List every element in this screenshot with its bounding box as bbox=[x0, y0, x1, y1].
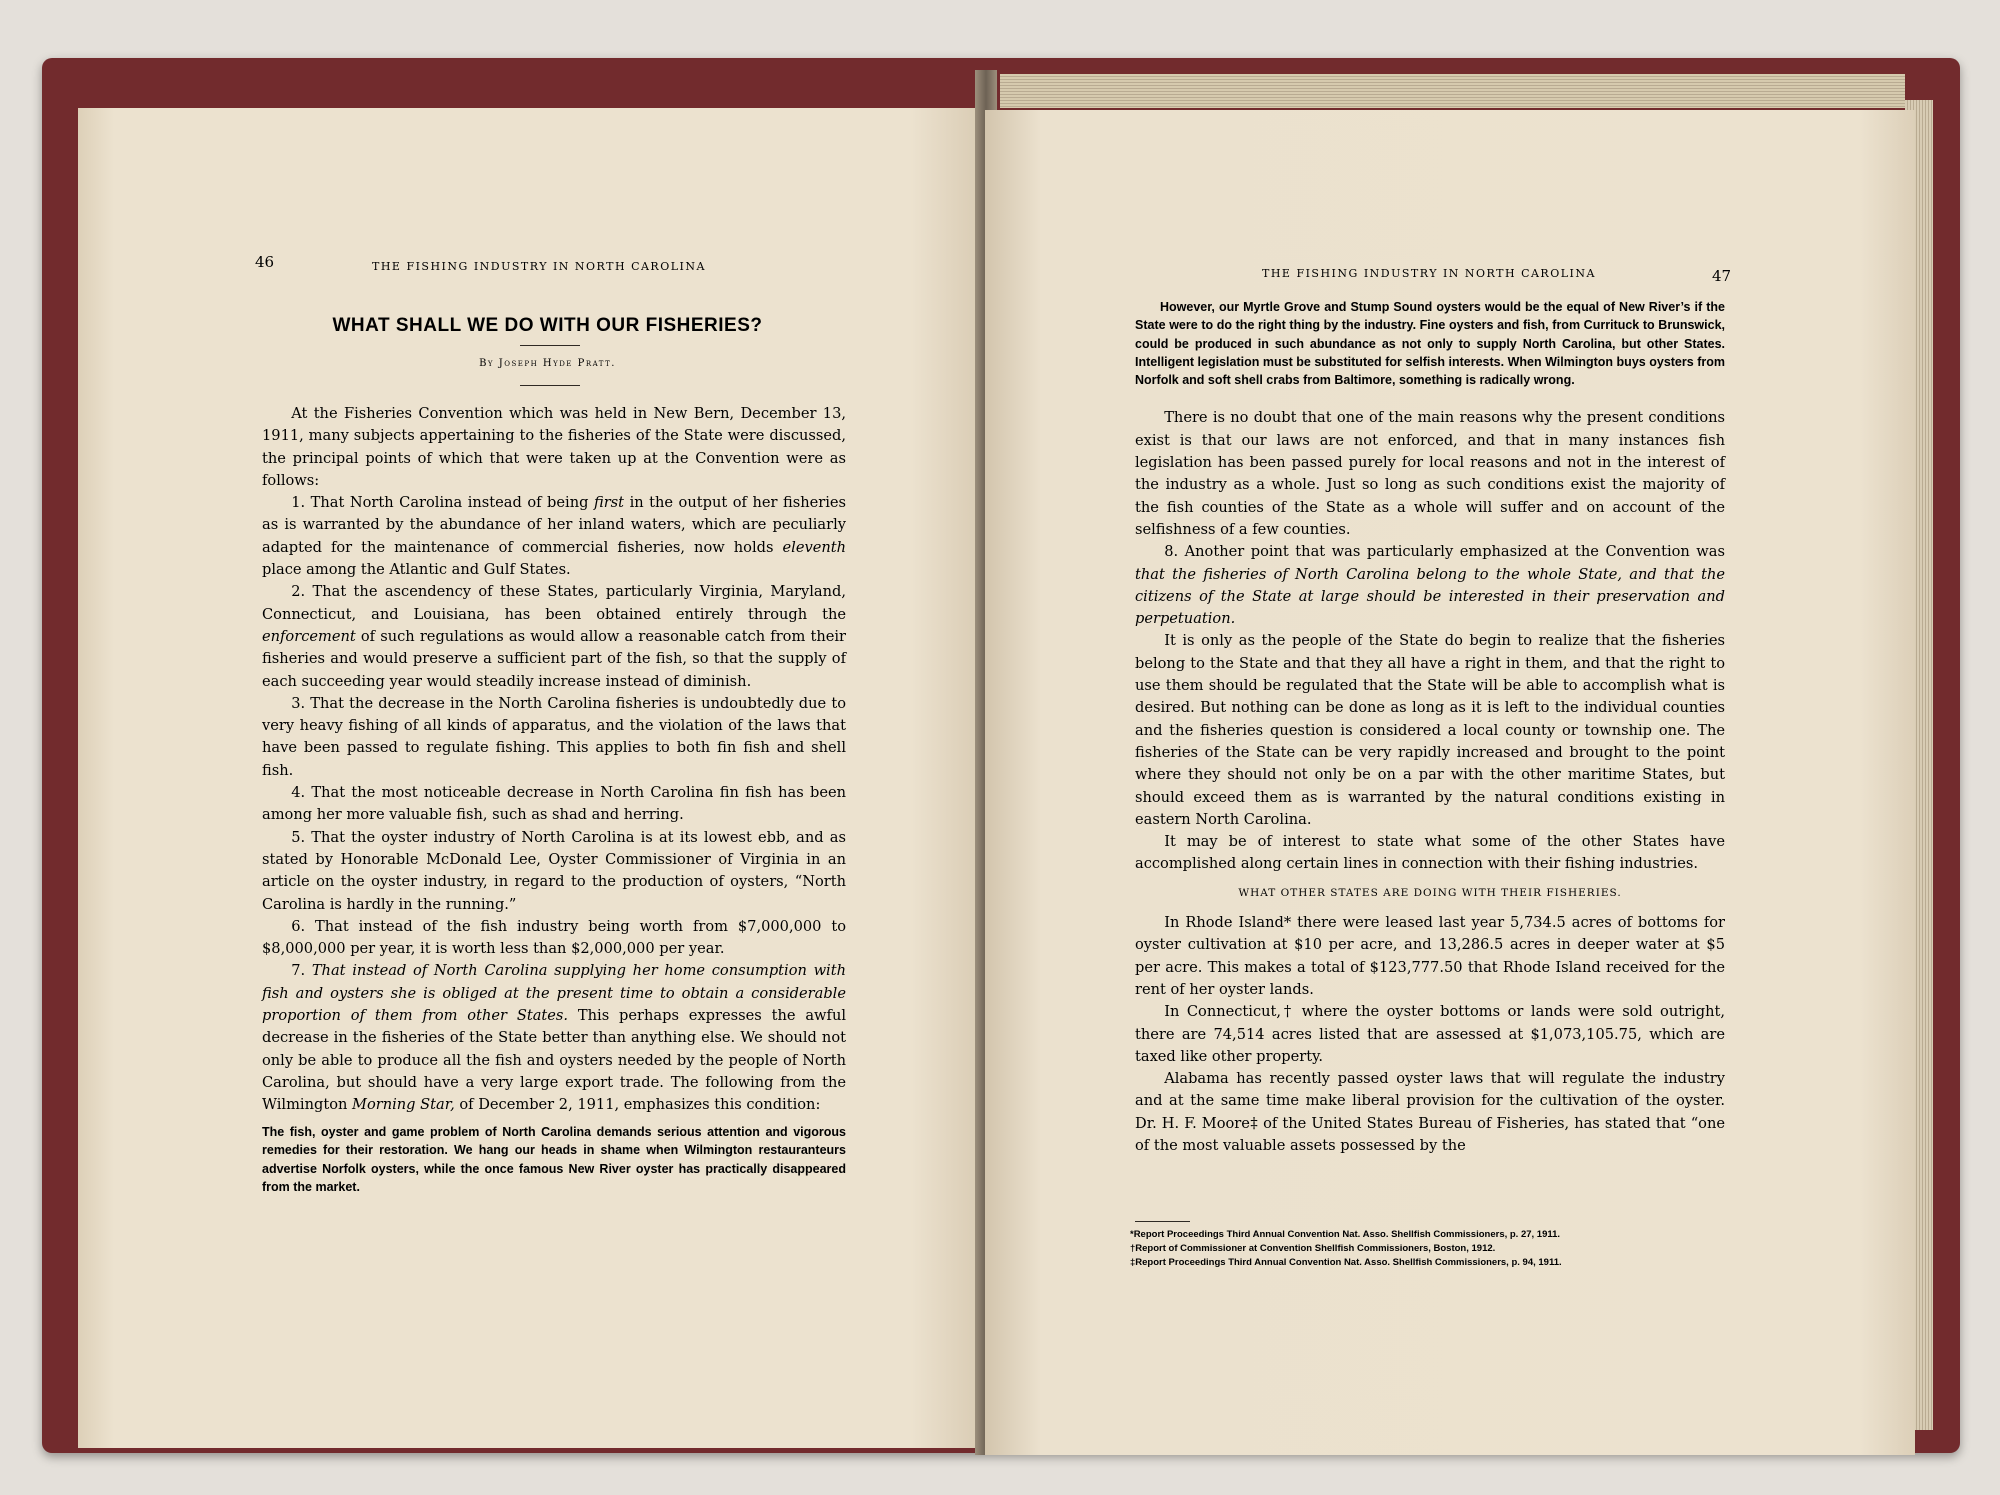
footnote-2: †Report of Commissioner at Convention Shellfish Commissioners, Boston, 1912. bbox=[1130, 1243, 1496, 1254]
paragraph-laws-not-enforced: There is no doubt that one of the main reasons why the present conditions exist is that our laws are not enforced, and that in many instances fish legislation has been passed purely for local reasons and not in the interest of the industry as a whole. Just so long as such conditions exist the majority of the fish counties of the State as a whole will suffer and on account of the selfishness of a few counties. bbox=[1135, 409, 1725, 538]
point-7 bbox=[262, 960, 846, 1116]
point-7-text-a: 7. bbox=[291, 962, 312, 980]
point-7-newspaper-name: Morning Star, bbox=[352, 1096, 455, 1114]
right-running-head: THE FISHING INDUSTRY IN NORTH CAROLINA bbox=[1262, 267, 1596, 280]
right-page-number: 47 bbox=[1712, 267, 1732, 285]
point-1-text-b: in the output of her fisheries as is warranted by the abundance of her inland waters, which are peculiarly adapted for the maintenance of commercial fisheries, now holds bbox=[262, 494, 846, 556]
paragraph-rhode-island: In Rhode Island* there were leased last year 5,734.5 acres of bottoms for oyster cultivation at $10 per acre, and 13,286.5 acres in deeper water at $5 per acre. This makes a total of $123,777.50 that Rhode Island received for the rent of her oyster lands. bbox=[1135, 914, 1725, 998]
newspaper-quote: The fish, oyster and game problem of North Carolina demands serious attention and vigorous remedies for their restoration. We hang our heads in shame when Wilmington restauranteurs advertise Norfolk oysters, while the once famous New River oyster has practically disappeared from the market. bbox=[262, 1124, 846, 1194]
left-running-head: THE FISHING INDUSTRY IN NORTH CAROLINA bbox=[372, 260, 706, 273]
section-heading: WHAT OTHER STATES ARE DOING WITH THEIR FISHERIES. bbox=[1238, 886, 1622, 899]
article-title: WHAT SHALL WE DO WITH OUR FISHERIES? bbox=[332, 315, 763, 336]
point-2-text-b: of such regulations as would allow a reasonable catch from their fisheries and would preserve a sufficient part of the fish, so that the supply of each succeeding year would steadily increase instead of diminish. bbox=[262, 627, 846, 690]
footnote-1: *Report Proceedings Third Annual Convention Nat. Asso. Shellfish Commissioners, p. 27, 1911. bbox=[1130, 1229, 1561, 1240]
footnote-3: ‡Report Proceedings Third Annual Convention Nat. Asso. Shellfish Commissioners, p. 94, 1911. bbox=[1130, 1257, 1562, 1268]
point-1 bbox=[262, 492, 846, 581]
paragraph-connecticut: In Connecticut,† where the oyster bottoms or lands were sold outright, there are 74,514 acres listed that are assessed at $1,073,105.75, which are taxed like other property. bbox=[1135, 1003, 1725, 1065]
footnote-rule bbox=[1135, 1221, 1190, 1222]
newspaper-quote-continued: However, our Myrtle Grove and Stump Sound oysters would be the equal of New River’s if the State were to do the right thing by the industry. Fine oysters and fish, from Currituck to Brunswick, could be produced in such abundance as not only to supply North Carolina, but other States. Intelligent legislation must be substituted for selfish interests. When Wilmington buys oysters from Norfolk and soft shell crabs from Baltimore, something is radically wrong. bbox=[1135, 300, 1725, 388]
paragraph-gap bbox=[1135, 389, 1725, 407]
paragraph-alabama: Alabama has recently passed oyster laws that will regulate the industry and at the same time make liberal provision for the cultivation of the oyster. Dr. H. F. Moore‡ of the United States Bureau of Fisheries, has stated that “one of the most valuable assets possessed by the bbox=[1135, 1070, 1725, 1154]
point-8-emphasis: that the fisheries of North Carolina belong to the whole State, and that the citizens of the State at large should be interested in their preservation and perpetuation. bbox=[1135, 565, 1725, 628]
left-page-body bbox=[262, 403, 846, 1197]
point-4: 4. That the most noticeable decrease in North Carolina fin fish has been among her more valuable fish, such as shad and herring. bbox=[262, 784, 846, 824]
point-3: 3. That the decrease in the North Carolina fisheries is undoubtedly due to very heavy fishing of all kinds of apparatus, and the violation of the laws that have been passed to regulate fishing. This applies to both fin fish and shell fish. bbox=[262, 694, 846, 779]
article-byline: By Joseph Hyde Pratt. bbox=[479, 358, 616, 369]
point-1-emphasis-eleventh: eleventh bbox=[782, 538, 846, 556]
page-stack-top-edge bbox=[1000, 74, 1905, 108]
point-8-text: 8. Another point that was particularly emphasized at the Convention was bbox=[1164, 543, 1725, 561]
point-2-text-a: 2. That the ascendency of these States, particularly Virginia, Maryland, Connecticut, and Louisiana, has been obtained entirely through the bbox=[262, 583, 846, 623]
paragraph-other-states-intro: It may be of interest to state what some of the other States have accomplished along certain lines in connection with their fishing industries. bbox=[1135, 833, 1725, 873]
point-6: 6. That instead of the fish industry being worth from $7,000,000 to $8,000,000 per year, it is worth less than $2,000,000 per year. bbox=[262, 917, 846, 958]
footnotes bbox=[1130, 1228, 1725, 1270]
point-1-emphasis-first: first bbox=[593, 494, 625, 512]
point-2 bbox=[262, 581, 846, 692]
point-8 bbox=[1135, 541, 1725, 630]
right-page-body bbox=[1135, 298, 1725, 1157]
point-7-text-c: of December 2, 1911, emphasizes this condition: bbox=[454, 1096, 821, 1114]
point-1-text-c: place among the Atlantic and Gulf States. bbox=[262, 561, 571, 579]
point-2-emphasis: enforcement bbox=[262, 627, 356, 645]
point-5: 5. That the oyster industry of North Carolina is at its lowest ebb, and as stated by Honorable McDonald Lee, Oyster Commissioner of Virginia in an article on the oyster industry, in regard to the production of oysters, “North Carolina is hardly in the running.” bbox=[262, 828, 846, 913]
point-7-emphasis: That instead of North Carolina supplying her home consumption with fish and oysters she is obliged at the present time to obtain a considerable proportion of them from other States. bbox=[262, 962, 846, 1025]
paragraph-people-of-state: It is only as the people of the State do begin to realize that the fisheries belong to the State and that they all have a right in them, and that the right to use them should be regulated that the State will be able to accomplish what is desired. But nothing can be done as long as it is left to the individual counties and the fisheries question is considered a local county or township one. The fisheries of the State can be very rapidly increased and brought to the point where they should not only be on a par with the other maritime States, but should exceed them as is warranted by the natural conditions existing in eastern North Carolina. bbox=[1135, 632, 1725, 828]
intro-paragraph: At the Fisheries Convention which was held in New Bern, December 13, 1911, many subjects appertaining to the fisheries of the State were discussed, the principal points of which that were taken up at the Convention were as follows: bbox=[262, 405, 846, 489]
title-rule bbox=[520, 345, 580, 346]
left-page-number: 46 bbox=[255, 253, 275, 271]
point-7-text-b: This perhaps expresses the awful decrease in the fisheries of the State better than anything else. We should not only be able to produce all the fish and oysters needed by the people of North Carolina, but should have a very large export trade. The following from the Wilmington bbox=[262, 1007, 847, 1114]
point-1-text-a: 1. That North Carolina instead of being bbox=[291, 494, 594, 512]
byline-rule bbox=[520, 385, 580, 386]
